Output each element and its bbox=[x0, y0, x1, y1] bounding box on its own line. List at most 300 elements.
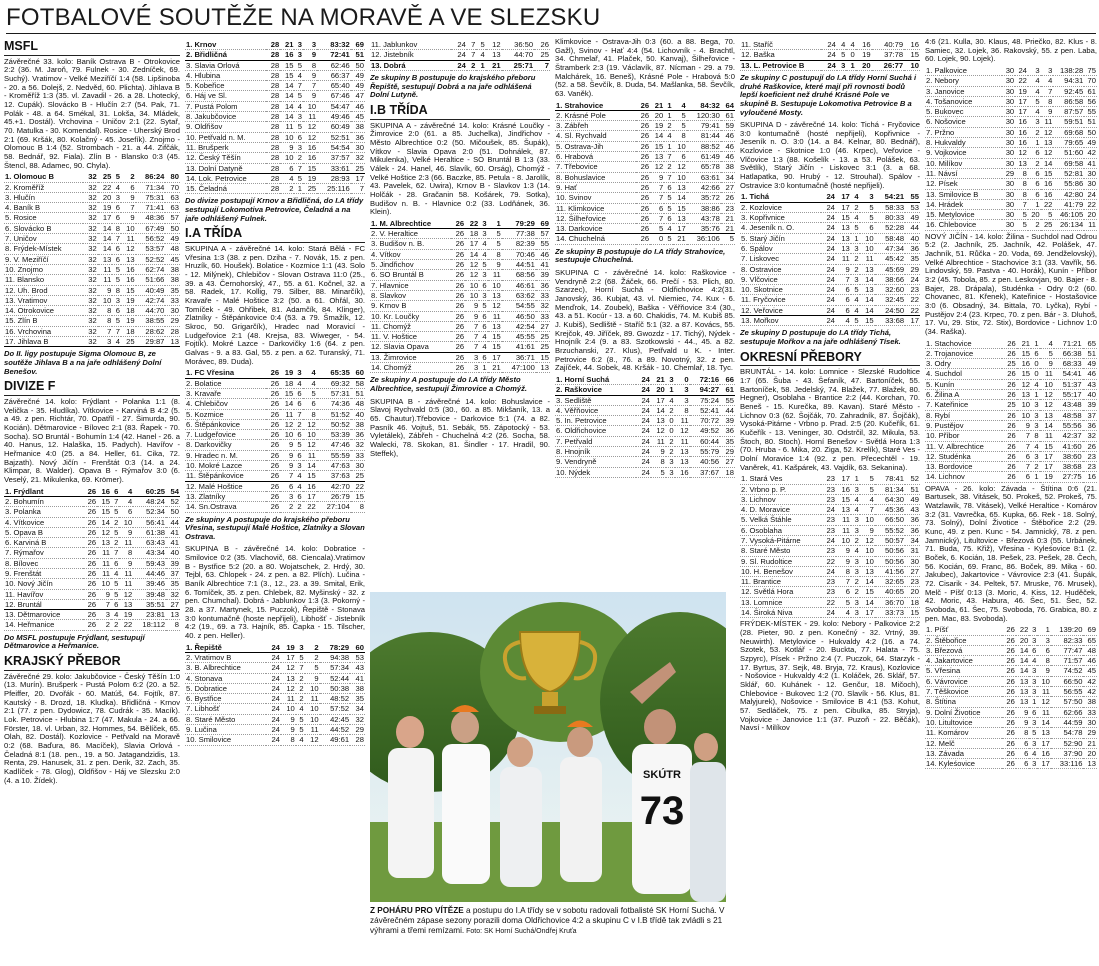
stat-cell: 38 bbox=[351, 122, 365, 132]
stat-cell: 26 bbox=[636, 141, 650, 151]
stat-cell: 9 bbox=[280, 461, 294, 471]
stat-cell: 17 bbox=[1040, 451, 1054, 461]
stat-cell: 2 bbox=[467, 60, 476, 70]
stat-cell: 21 bbox=[650, 101, 664, 111]
stat-cell: 75 bbox=[1084, 66, 1097, 76]
ib-heading: I.B TŘÍDA bbox=[370, 104, 550, 120]
stat-cell: 26 bbox=[721, 193, 735, 203]
team-name: 4. Suchdol bbox=[925, 369, 1002, 379]
stat-cell: 44 bbox=[720, 405, 735, 415]
stat-cell: 30 bbox=[1002, 220, 1015, 230]
team-name: 10. Nový Jičín bbox=[4, 579, 83, 589]
stat-cell: 26 bbox=[451, 332, 465, 342]
stat-cell: 24 bbox=[821, 254, 836, 264]
stat-cell: 139:20 bbox=[1051, 625, 1084, 635]
stat-cell: 38 bbox=[350, 683, 365, 693]
stat-cell: 30 bbox=[1002, 148, 1015, 158]
stat-cell: 62:66 bbox=[1051, 707, 1084, 717]
stat-cell: 17 bbox=[673, 224, 687, 234]
stat-cell: 24 bbox=[821, 243, 836, 253]
stat-cell: 10 bbox=[860, 546, 875, 556]
stat-cell: 17 bbox=[1040, 462, 1054, 472]
stat-cell: 55:79 bbox=[690, 447, 721, 457]
stat-cell: 42 bbox=[1083, 687, 1097, 697]
ib-group-b-note: Ze skupiny B postupuje do I.A třídy Strahovice, sestupuje Chuchelná. bbox=[555, 246, 726, 265]
table-row bbox=[185, 430, 365, 440]
stat-cell: 16 bbox=[1037, 748, 1050, 758]
stat-cell: 0 bbox=[666, 416, 675, 426]
team-name: 11. Chomýž bbox=[370, 321, 451, 331]
stat-cell: 32 bbox=[83, 275, 98, 285]
table-row bbox=[740, 254, 920, 264]
stat-cell: 24 bbox=[821, 50, 837, 60]
table-row bbox=[185, 735, 365, 745]
stat-cell: 23 bbox=[905, 577, 920, 587]
stat-cell: 17 bbox=[1015, 96, 1028, 106]
novy-jicin-results: NOVÝ JIČÍN - 14. kolo: Žilina - Suchdol nad Odrou 5:2 (2. Jachník, 25. Jachník, 42. Polášek, 47. Jachník, 51. Růčka - 20. Voda, 69. Jendželovský), Velké Albrechtice - Stachovice 3:1 (33. Vavřík, 56. Lindovský, 59. Pastva - 40. Horák), Kunín - Příbor 3:2 (45. Tobola, 85. z pen. Leskovjan, 90. Bajer - 8. Bajer, 28. Drápala), Studénka - Odry 0:2 (60. Chovanec, 81. Křenek), Kateřinice - Hostašovice 3:0 (6. Obsadný, 34. Bittala, 70. Lyčka), Rybí - Pustějov 2:4 (23. Krpec, 70. z pen. Bár - 3. Dluhoš, 17. Vu, 29. Stix, 72. Stix), Bordovice - Lichnov 1:0 (34. Raška). bbox=[925, 231, 1097, 336]
stat-cell: 4 bbox=[1041, 76, 1054, 86]
team-name: 13. Mořkov bbox=[740, 315, 821, 325]
stat-cell: 11 bbox=[860, 254, 875, 264]
stat-cell: 26 bbox=[1002, 420, 1016, 430]
team-name: 6. Vávrovice bbox=[925, 676, 1002, 686]
stat-cell: 29 bbox=[720, 447, 735, 457]
team-name: 6. Osoblaha bbox=[740, 525, 821, 535]
stat-cell: 14 bbox=[673, 193, 687, 203]
stat-cell: 28 bbox=[266, 184, 280, 194]
table-row bbox=[185, 643, 365, 653]
stat-cell: 15 bbox=[351, 491, 365, 501]
stat-cell: 7 bbox=[1017, 462, 1031, 472]
stat-cell: 12 bbox=[860, 536, 875, 546]
team-name: 4. Tošanovice bbox=[925, 96, 1002, 106]
stat-cell: 57:52 bbox=[320, 704, 351, 714]
team-name: 7. Pustá Polom bbox=[185, 101, 266, 111]
stat-cell: 7 bbox=[836, 274, 851, 284]
stat-cell: 55:59 bbox=[317, 450, 351, 460]
stat-cell: 12 bbox=[121, 244, 136, 254]
column-5 bbox=[740, 38, 920, 962]
stat-cell: 9 bbox=[1016, 707, 1029, 717]
stat-cell: 14 bbox=[1041, 158, 1054, 168]
table-row bbox=[185, 388, 365, 398]
table-row bbox=[925, 390, 1097, 400]
stat-cell: 28 bbox=[266, 91, 280, 101]
stat-cell: 4 bbox=[111, 568, 119, 578]
stat-cell: 39 bbox=[720, 416, 735, 426]
stat-cell: 24 bbox=[821, 536, 836, 546]
team-name: 3. Slavia Orlová bbox=[185, 60, 266, 70]
stat-cell: 6 bbox=[664, 213, 672, 223]
stat-cell: 2 bbox=[296, 673, 305, 683]
stat-cell: 41 bbox=[166, 538, 180, 548]
table-row bbox=[4, 337, 180, 347]
stat-cell: 6 bbox=[121, 182, 136, 192]
stat-cell: 4 bbox=[1028, 107, 1041, 117]
stat-cell: 46 bbox=[721, 152, 735, 162]
stat-cell: 2 bbox=[294, 153, 302, 163]
stat-cell: 1 bbox=[1031, 339, 1040, 349]
stat-cell: 22 bbox=[821, 556, 836, 566]
stat-cell: 26 bbox=[83, 579, 97, 589]
team-name: 7. Třebovice bbox=[555, 162, 636, 172]
table-row bbox=[925, 759, 1097, 769]
ib-group-b-results-cont: Klimkovice - Ostrava-Jih 0:3 (60. a 88. Bega, 70. Gažl), Svinov - Hať 4:4 (54. Lichovník - 4. Brachtl, 34. Chmelař, 41. Plaček, 50. Kanvaj), Šilheřovice - Štramberk 2:3 (19. Václavík, 87. Nícman - 29. a 79. Malchárek, 16. Beneš), Krásné Pole - Hrabová 5:0 (52. a 58. Ševčík, 8. Duda, 54. Mašlanka, 58. Ševčík, 63. Vaněk). bbox=[555, 38, 735, 98]
stat-cell: 29 bbox=[165, 316, 180, 326]
stat-cell: 50:56 bbox=[875, 546, 905, 556]
stat-cell: 5 bbox=[294, 91, 302, 101]
team-name: 12. Písek bbox=[925, 179, 1002, 189]
stat-cell: 27:104 bbox=[317, 502, 351, 512]
stat-cell: 8 bbox=[1015, 189, 1028, 199]
stat-cell: 28 bbox=[266, 50, 280, 60]
caption-text: a postupu do I.A třídy se v sobotu radovali fotbalisté SK Horní Suchá. V závěrečném zápase sezony porazili doma Oldřichovice 4:2 a skupinu C v I.B třídě tak zvládli s 21 výhrami a třemi remízami. bbox=[370, 906, 725, 935]
page-headline: FOTBALOVÉ SOUTĚŽE NA MORAVĚ A VE SLEZSKU bbox=[6, 4, 1096, 34]
stat-cell: 1 bbox=[666, 385, 675, 395]
stat-cell: 15 bbox=[280, 70, 294, 80]
stat-cell: 6 bbox=[673, 152, 687, 162]
divize-results: Závěrečné 14. kolo: Frýdlant - Polanka 1:1 (8. Velička - 35. Hludíka). Vítkovice - Karviná B 4:2 (5. a 49. z pen. Richtár, 70. Opatřil - 27. Šimurda, 90. Kocián). Dětmarovice - Bílovec 2:1 (83. Řapek - 70. Socha). SO Bruntál - Bohumín 1:4 (42. Hanel - 26. a 40. Hanus, 12. Halaška, 15. Padych). Havířov - Heřmanice 4:0 (25. a 84. Heller, 61. Cika, 72. Bajzath). Nový Jičín - Frenštát 0:3 (14. a 24. Klimpar, 8. Walder). Opava B - Rýmařov 3:0 (6. Veselý, 21. Mikulenka, 69. Krömer). bbox=[4, 397, 180, 484]
stat-cell: 6 bbox=[294, 491, 302, 501]
stat-cell: 17 bbox=[98, 213, 113, 223]
stat-cell: 11 bbox=[675, 436, 690, 446]
stat-cell: 11 bbox=[280, 409, 294, 419]
stat-cell: 6 bbox=[112, 203, 121, 213]
stat-cell: 26 bbox=[636, 213, 650, 223]
team-name: 12. Melč bbox=[925, 738, 1002, 748]
stat-cell: 17 bbox=[465, 239, 479, 249]
stat-cell: 39:46 bbox=[133, 579, 166, 589]
table-row bbox=[555, 131, 735, 141]
ib-group-c-note: Ze skupiny C postupují do I.A třídy Horní Suchá i druhé Raškovice, které mají při rovnosti bodů lepší koeficient než druhé Krásné Pole ve skupině B. Sestupuje Lokomotiva Petrovice B a vyloučené Mosty. bbox=[740, 72, 917, 117]
stat-cell: 2 bbox=[111, 538, 119, 548]
stat-cell: 20 bbox=[650, 110, 664, 120]
stat-cell: 13 bbox=[1040, 410, 1054, 420]
team-name: 16. Chlebovice bbox=[925, 220, 1002, 230]
stat-cell: 4 bbox=[111, 610, 119, 620]
stat-cell: 11 bbox=[119, 579, 133, 589]
stat-cell: 13 bbox=[673, 182, 687, 192]
stat-cell: 9 bbox=[119, 527, 133, 537]
stat-cell: 6 bbox=[112, 254, 121, 264]
team-name: 6. Štěpánkovice bbox=[185, 419, 266, 429]
stat-cell: 24 bbox=[636, 385, 651, 395]
stat-cell: 2 bbox=[851, 587, 860, 597]
stat-cell: 19 bbox=[1040, 472, 1054, 482]
table-row bbox=[555, 457, 735, 467]
table-row bbox=[370, 352, 550, 362]
table-row bbox=[555, 152, 735, 162]
stat-cell: 52:90 bbox=[1051, 738, 1084, 748]
stat-cell: 61 bbox=[1084, 86, 1097, 96]
stat-cell: 3 bbox=[465, 352, 479, 362]
stat-cell: 32 bbox=[83, 316, 98, 326]
stat-cell: 4 bbox=[119, 496, 133, 506]
table-row bbox=[555, 172, 735, 182]
stat-cell: 26 bbox=[636, 172, 650, 182]
stat-cell: 14 bbox=[860, 274, 875, 284]
team-name: 5. Bukovec bbox=[925, 107, 1002, 117]
stat-cell: 16 bbox=[904, 40, 920, 50]
caption-bold: Z POHÁRU PRO VÍTĚZE bbox=[370, 906, 464, 915]
stat-cell: 25 bbox=[1041, 220, 1054, 230]
team-name: 11. Blansko bbox=[4, 275, 83, 285]
stat-cell: 8 bbox=[1037, 656, 1050, 666]
stat-cell: 40:65 bbox=[875, 587, 905, 597]
table-row bbox=[185, 653, 365, 663]
stat-cell: 13 bbox=[1037, 728, 1050, 738]
team-name: 10. Svinov bbox=[555, 193, 636, 203]
team-name: 10. Litultovice bbox=[925, 717, 1002, 727]
stat-cell: 26 bbox=[1002, 748, 1015, 758]
team-name: 14. Široká Niva bbox=[740, 608, 821, 618]
stat-cell: 8 bbox=[1016, 728, 1029, 738]
stat-cell: 11 bbox=[651, 436, 666, 446]
stat-cell: 2 bbox=[111, 517, 119, 527]
bruntal-table bbox=[740, 474, 920, 618]
stat-cell: 13 bbox=[1083, 759, 1097, 769]
stat-cell: 65 bbox=[1083, 339, 1097, 349]
stat-cell: 46:105 bbox=[1053, 210, 1084, 220]
table-row bbox=[740, 50, 920, 60]
table-row bbox=[370, 219, 550, 229]
stat-cell: 32 bbox=[536, 301, 550, 311]
stat-cell: 66:50 bbox=[875, 515, 905, 525]
table-row bbox=[925, 107, 1097, 117]
table-row bbox=[370, 280, 550, 290]
stat-cell: 26 bbox=[451, 249, 465, 259]
stat-cell: 5 bbox=[860, 484, 875, 494]
stat-cell: 3 bbox=[479, 270, 487, 280]
stat-cell: 5 bbox=[860, 202, 875, 212]
stat-cell: 29 bbox=[1083, 728, 1097, 738]
stat-cell: 26 bbox=[83, 589, 97, 599]
stat-cell: 55 bbox=[905, 192, 920, 202]
team-name: 4. Věřňovice bbox=[555, 405, 636, 415]
stat-cell: 3 bbox=[1037, 635, 1050, 645]
stat-cell: 23 bbox=[821, 484, 836, 494]
stat-cell: 48:36 bbox=[136, 213, 166, 223]
stat-cell: 14 bbox=[1016, 666, 1029, 676]
opava-table bbox=[925, 625, 1097, 769]
stat-cell: 3 bbox=[1029, 717, 1037, 727]
stat-cell: 5 bbox=[294, 60, 302, 70]
stat-cell: 54:21 bbox=[875, 192, 906, 202]
stat-cell: 2 bbox=[121, 172, 136, 182]
stat-cell: 7 bbox=[1015, 199, 1028, 209]
team-name: 6. Slovácko B bbox=[4, 223, 83, 233]
stat-cell: 2 bbox=[305, 643, 320, 653]
stat-cell: 17 bbox=[905, 315, 920, 325]
column-4 bbox=[555, 38, 735, 628]
ia-heading: I.A TŘÍDA bbox=[185, 227, 365, 243]
stat-cell: 11 bbox=[97, 548, 111, 558]
stat-cell: 6 bbox=[836, 285, 851, 295]
team-name: 10. Mokré Lazce bbox=[185, 461, 266, 471]
team-name: 1. Stachovice bbox=[925, 339, 1002, 349]
table-row bbox=[925, 220, 1097, 230]
stat-cell: 11 bbox=[98, 264, 113, 274]
stat-cell: 10 bbox=[280, 132, 294, 142]
team-name: 4. Baník B bbox=[4, 203, 83, 213]
stat-cell: 33 bbox=[351, 450, 365, 460]
team-name: 9. Hradec n. M. bbox=[185, 450, 266, 460]
table-row bbox=[4, 213, 180, 223]
table-row bbox=[925, 410, 1097, 420]
stat-cell: 14 bbox=[860, 597, 875, 607]
stat-cell: 65:35 bbox=[317, 368, 351, 378]
stat-cell: 22 bbox=[1016, 625, 1029, 635]
stat-cell: 43:78 bbox=[687, 213, 721, 223]
stat-cell: 38 bbox=[165, 264, 180, 274]
team-name: 9. V. Meziříčí bbox=[4, 254, 83, 264]
team-name: 1. Řepiště bbox=[185, 643, 266, 653]
stat-cell: 46:61 bbox=[502, 280, 536, 290]
stat-cell: 24 bbox=[821, 566, 836, 576]
stat-cell: 2 bbox=[305, 653, 320, 663]
team-name: 3. Janovice bbox=[925, 86, 1002, 96]
stat-cell: 12 bbox=[303, 122, 317, 132]
stat-cell: 63:62 bbox=[502, 290, 536, 300]
table-row bbox=[925, 441, 1097, 451]
team-name: 4. Vítkov bbox=[370, 249, 451, 259]
stat-cell: 51 bbox=[905, 484, 920, 494]
stat-cell: 9 bbox=[119, 558, 133, 568]
table-row bbox=[925, 451, 1097, 461]
stat-cell: 4 bbox=[836, 608, 851, 618]
stat-cell: 33:61 bbox=[317, 163, 351, 173]
stat-cell: 9 bbox=[836, 546, 851, 556]
stat-cell: 28 bbox=[266, 142, 280, 152]
stat-cell: 6 bbox=[836, 305, 851, 315]
stat-cell: 16 bbox=[303, 142, 317, 152]
stat-cell: 41:56 bbox=[875, 566, 905, 576]
stat-cell: 28 bbox=[266, 112, 280, 122]
table-row bbox=[740, 223, 920, 233]
stat-cell: 69 bbox=[1083, 625, 1097, 635]
table-row bbox=[925, 359, 1097, 369]
stat-cell: 42:74 bbox=[136, 295, 166, 305]
stat-cell: 28 bbox=[266, 153, 280, 163]
stat-cell: 9 bbox=[121, 192, 136, 202]
stat-cell: 21 bbox=[721, 224, 735, 234]
stat-cell: 5 bbox=[479, 301, 487, 311]
stat-cell: 6 bbox=[112, 213, 121, 223]
stat-cell: 5 bbox=[1015, 220, 1028, 230]
team-name: 3. Budišov n. B. bbox=[370, 239, 451, 249]
team-name: 10. Skotnice bbox=[740, 285, 821, 295]
team-name: 9. Vojkovice bbox=[925, 148, 1002, 158]
stat-cell: 12 bbox=[486, 40, 502, 50]
stat-cell: 43 bbox=[905, 505, 920, 515]
stat-cell: 12 bbox=[1041, 148, 1054, 158]
stat-cell: 37 bbox=[1083, 410, 1097, 420]
stat-cell: 23 bbox=[821, 474, 836, 484]
stat-cell: 9 bbox=[97, 589, 111, 599]
team-name: 7. Pržno bbox=[925, 127, 1002, 137]
stat-cell: 32 bbox=[83, 264, 98, 274]
team-name: 5. Kobeřice bbox=[185, 81, 266, 91]
stat-cell: 32 bbox=[166, 589, 180, 599]
table-row bbox=[185, 399, 365, 409]
table-row bbox=[185, 481, 365, 491]
stat-cell: 24 bbox=[821, 233, 836, 243]
stat-cell: 26 bbox=[1002, 431, 1016, 441]
stat-cell: 16 bbox=[1017, 359, 1031, 369]
frydek-table bbox=[925, 66, 1097, 231]
stat-cell: 12 bbox=[303, 419, 317, 429]
okresni-heading: OKRESNÍ PŘEBORY bbox=[740, 351, 920, 367]
team-name: 1. Horní Suchá bbox=[555, 375, 636, 385]
stat-cell: 27 bbox=[905, 566, 920, 576]
team-name: 6. Spálov bbox=[740, 243, 821, 253]
stat-cell: 30 bbox=[1002, 189, 1015, 199]
team-name: 5. Dobratice bbox=[185, 683, 266, 693]
table-row bbox=[185, 40, 365, 50]
stat-cell: 8 bbox=[281, 735, 296, 745]
stat-cell: 22 bbox=[1015, 76, 1028, 86]
stat-cell: 9 bbox=[121, 213, 136, 223]
stat-cell: 12 bbox=[673, 162, 687, 172]
stat-cell: 7 bbox=[467, 40, 476, 50]
stat-cell: 35:76 bbox=[687, 224, 721, 234]
stat-cell: 4 bbox=[851, 305, 860, 315]
ib-group-c-table bbox=[555, 375, 735, 478]
stat-cell: 5 bbox=[851, 285, 860, 295]
team-name: 9. Vendryně bbox=[555, 457, 636, 467]
stat-cell: 12 bbox=[1040, 390, 1054, 400]
team-name: 2. Vratimov B bbox=[185, 653, 266, 663]
team-name: 3. Sedliště bbox=[555, 395, 636, 405]
team-name: 12. Český Těšín bbox=[185, 153, 266, 163]
stat-cell: 26 bbox=[1002, 656, 1015, 666]
team-name: 3. B. Albrechtice bbox=[185, 663, 266, 673]
stat-cell: 26 bbox=[1002, 728, 1015, 738]
stat-cell: 71:21 bbox=[1054, 339, 1083, 349]
stat-cell: 6 bbox=[479, 280, 487, 290]
stat-cell: 2 bbox=[851, 202, 860, 212]
stat-cell: 48 bbox=[351, 399, 365, 409]
stat-cell: 52 bbox=[905, 474, 920, 484]
team-name: 8. Frýdek-Místek bbox=[4, 244, 83, 254]
team-name: 12. Studénka bbox=[925, 451, 1002, 461]
stat-cell: 13 bbox=[836, 223, 851, 233]
stat-cell: 23 bbox=[1083, 462, 1097, 472]
stat-cell: 15 bbox=[836, 213, 851, 223]
stat-cell: 80 bbox=[165, 172, 180, 182]
stat-cell: 5 bbox=[479, 260, 487, 270]
stat-cell: 0 bbox=[666, 426, 675, 436]
team-name: 4. Jakartovice bbox=[925, 656, 1002, 666]
stat-cell: 2 bbox=[280, 502, 294, 512]
stat-cell: 37 bbox=[166, 568, 180, 578]
stat-cell: 5 bbox=[1040, 348, 1054, 358]
stat-cell: 26 bbox=[451, 311, 465, 321]
stat-cell: 4 bbox=[303, 368, 317, 378]
stat-cell: 64:30 bbox=[875, 494, 905, 504]
ib-group-c-table-cont bbox=[740, 40, 920, 71]
stat-cell: 35 bbox=[165, 285, 180, 295]
stat-cell: 28 bbox=[350, 735, 365, 745]
team-name: 2. Štěbořice bbox=[925, 635, 1002, 645]
team-name: 13. Dětmarovice bbox=[4, 610, 83, 620]
team-name: 3. Kopřivnice bbox=[740, 213, 821, 223]
team-name: 11. V. Hoštice bbox=[370, 332, 451, 342]
stat-cell: 3 bbox=[479, 219, 487, 229]
column-2 bbox=[185, 38, 365, 962]
stat-cell: 10 bbox=[98, 295, 113, 305]
stat-cell: 26 bbox=[266, 419, 280, 429]
